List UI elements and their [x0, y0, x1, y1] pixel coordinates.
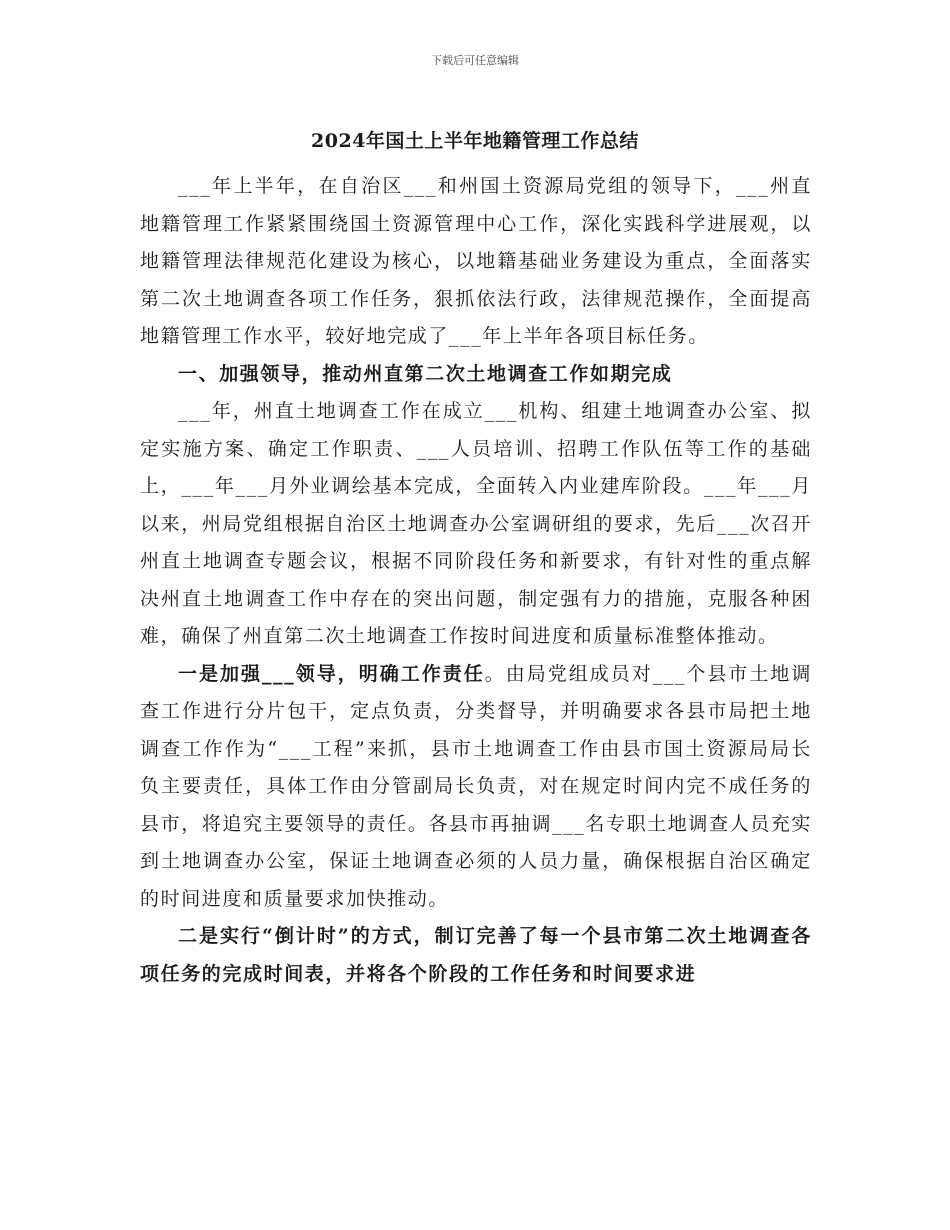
paragraph-leadership-rest: 。由局党组成员对___个县市土地调查工作进行分片包干，定点负责，分类督导，并明确要求各县市局把土地调查工作作为“___工程”来抓，县市土地调查工作由县市国土资源局局长负主要责任，具体工作由分管副局长负责，对在规定时间内完不成任务的县市，将追究主要领导的责任。各县市再抽调___名专职土地调查人员充实到土地调查办公室，保证土地调查必须的人员力量，确保根据自治区确定的时间进度和质量要求加快推动。 [140, 662, 812, 910]
section-heading-1: 一、加强领导，推动州直第二次土地调查工作如期完成 [178, 362, 673, 385]
paragraph-survey-progress: ___年，州直土地调查工作在成立___机构、组建土地调查办公室、拟定实施方案、确定工作职责、___人员培训、招聘工作队伍等工作的基础上，___年___月外业调绘基本完成，全面转入内业建库阶段。___年___月以来，州局党组根据自治区土地调查办公室调研组的要求，先后___次召开州直土地调查专题会议，根据不同阶段任务和新要求，有针对性的重点解决州直土地调查工作中存在的突出问题，制定强有力的措施，克服各种困难，确保了州直第二次土地调查工作按时间进度和质量标准整体推动。 [140, 400, 812, 647]
paragraph-leadership-lead: 一是加强___领导，明确工作责任 [178, 662, 485, 685]
paragraph-leadership [140, 656, 812, 919]
paragraph-countdown: 二是实行“倒计时”的方式，制订完善了每一个县市第二次土地调查各项任务的完成时间表，并将各个阶段的工作任务和时间要求进 [140, 925, 812, 985]
paragraph-intro: ___年上半年，在自治区___和州国土资源局党组的领导下，___州直地籍管理工作紧紧围绕国土资源管理中心工作，深化实践科学进展观，以地籍管理法律规范化建设为核心，以地籍基础业务建设为重点，全面落实第二次土地调查各项工作任务，狠抓依法行政，法律规范操作，全面提高地籍管理工作水平，较好地完成了___年上半年各项目标任务。 [140, 175, 812, 347]
document-title: 2024年国土上半年地籍管理工作总结 [311, 130, 639, 152]
header-note: 下载后可任意编辑 [431, 54, 519, 67]
document-body [140, 168, 812, 993]
